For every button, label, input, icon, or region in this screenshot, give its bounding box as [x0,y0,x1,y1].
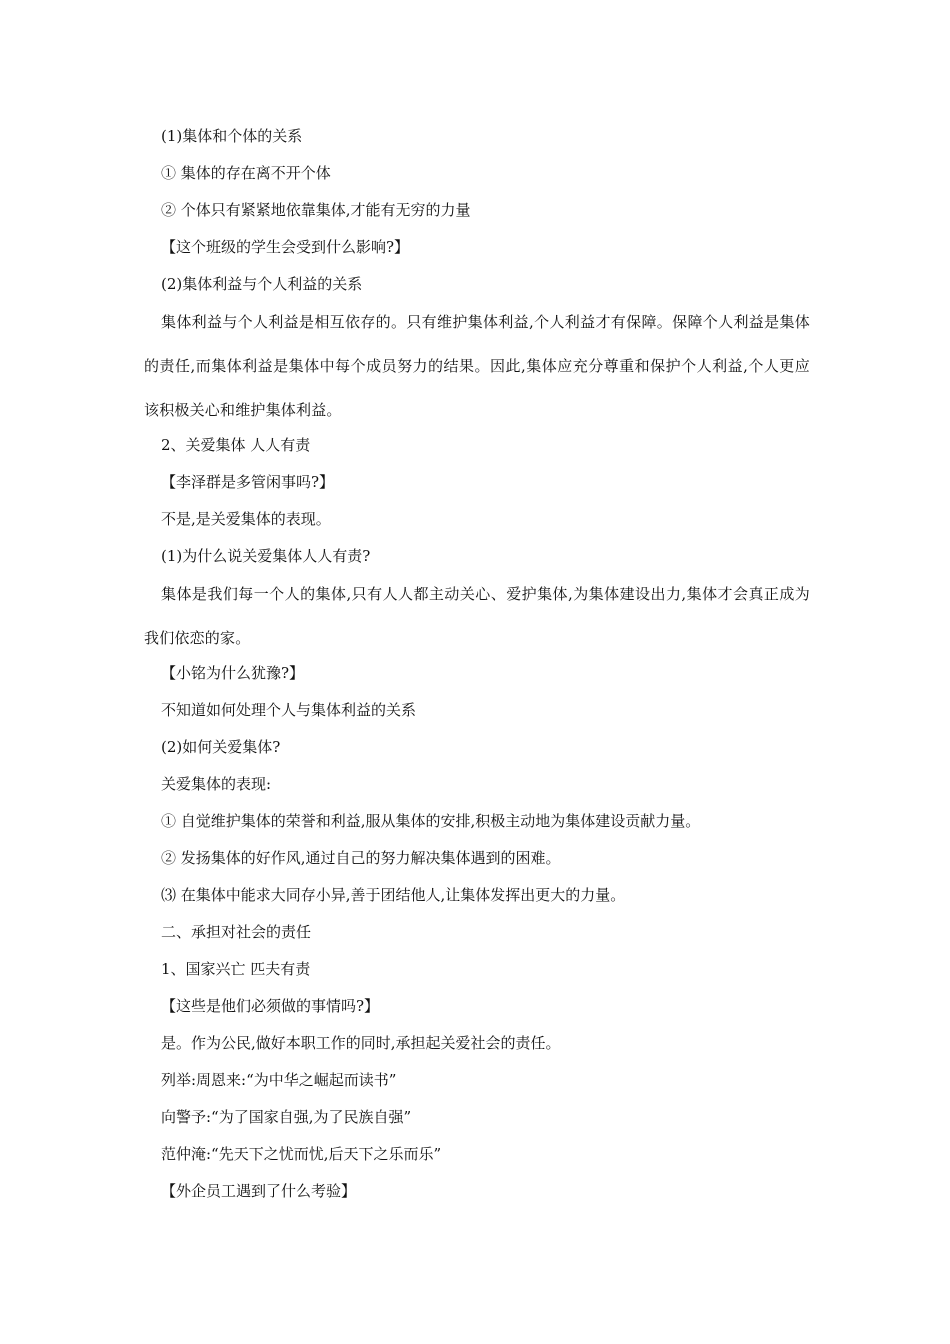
answer-text: 不知道如何处理个人与集体利益的关系 [161,701,417,719]
quote-line: 列举:周恩来:“为中华之崛起而读书” [161,1071,397,1089]
list-item: ② 个体只有紧紧地依靠集体,才能有无穷的力量 [161,201,471,219]
section-heading-society: 二、承担对社会的责任 [161,923,312,941]
paragraph-collective-home: 集体是我们每一个人的集体,只有人人都主动关心、爱护集体,为集体建设出力,集体才会真正成为我们依恋的家。 [144,585,810,647]
list-item: ① 集体的存在离不开个体 [161,164,331,182]
label-text: 关爱集体的表现: [161,775,272,793]
section-heading-care-collective: 2、关爱集体 人人有责 [161,436,311,454]
list-item: ① 自觉维护集体的荣誉和利益,服从集体的安排,积极主动地为集体建设贡献力量。 [161,812,701,830]
question-prompt: 【这些是他们必须做的事情吗?】 [161,997,380,1015]
subheading-how-care: (2)如何关爱集体? [161,738,281,756]
question-prompt: 【小铭为什么犹豫?】 [161,664,305,682]
subheading-collective-individual: (1)集体和个体的关系 [161,127,303,145]
list-item: ⑶ 在集体中能求大同存小异,善于团结他人,让集体发挥出更大的力量。 [161,886,626,904]
document-body [144,121,810,1213]
question-prompt: 【外企员工遇到了什么考验】 [161,1182,357,1200]
question-prompt: 【李泽群是多管闲事吗?】 [161,473,335,491]
section-heading-nation: 1、国家兴亡 匹夫有责 [161,960,311,978]
subheading-interest-relationship: (2)集体利益与个人利益的关系 [161,275,363,293]
paragraph-interest: 集体利益与个人利益是相互依存的。只有维护集体利益,个人利益才有保障。保障个人利益是集体的责任,而集体利益是集体中每个成员努力的结果。因此,集体应充分尊重和保护个人利益,个人更应该积极关心和维护集体利益。 [144,313,810,419]
subheading-why-responsible: (1)为什么说关爱集体人人有责? [161,547,371,565]
answer-text: 不是,是关爱集体的表现。 [161,510,331,528]
answer-text: 是。作为公民,做好本职工作的同时,承担起关爱社会的责任。 [161,1034,561,1052]
question-prompt: 【这个班级的学生会受到什么影响?】 [161,238,410,256]
list-item: ② 发扬集体的好作风,通过自己的努力解决集体遇到的困难。 [161,849,561,867]
quote-line: 向警予:“为了国家自强,为了民族自强” [161,1108,412,1126]
quote-line: 范仲淹:“先天下之忧而忧,后天下之乐而乐” [161,1145,442,1163]
